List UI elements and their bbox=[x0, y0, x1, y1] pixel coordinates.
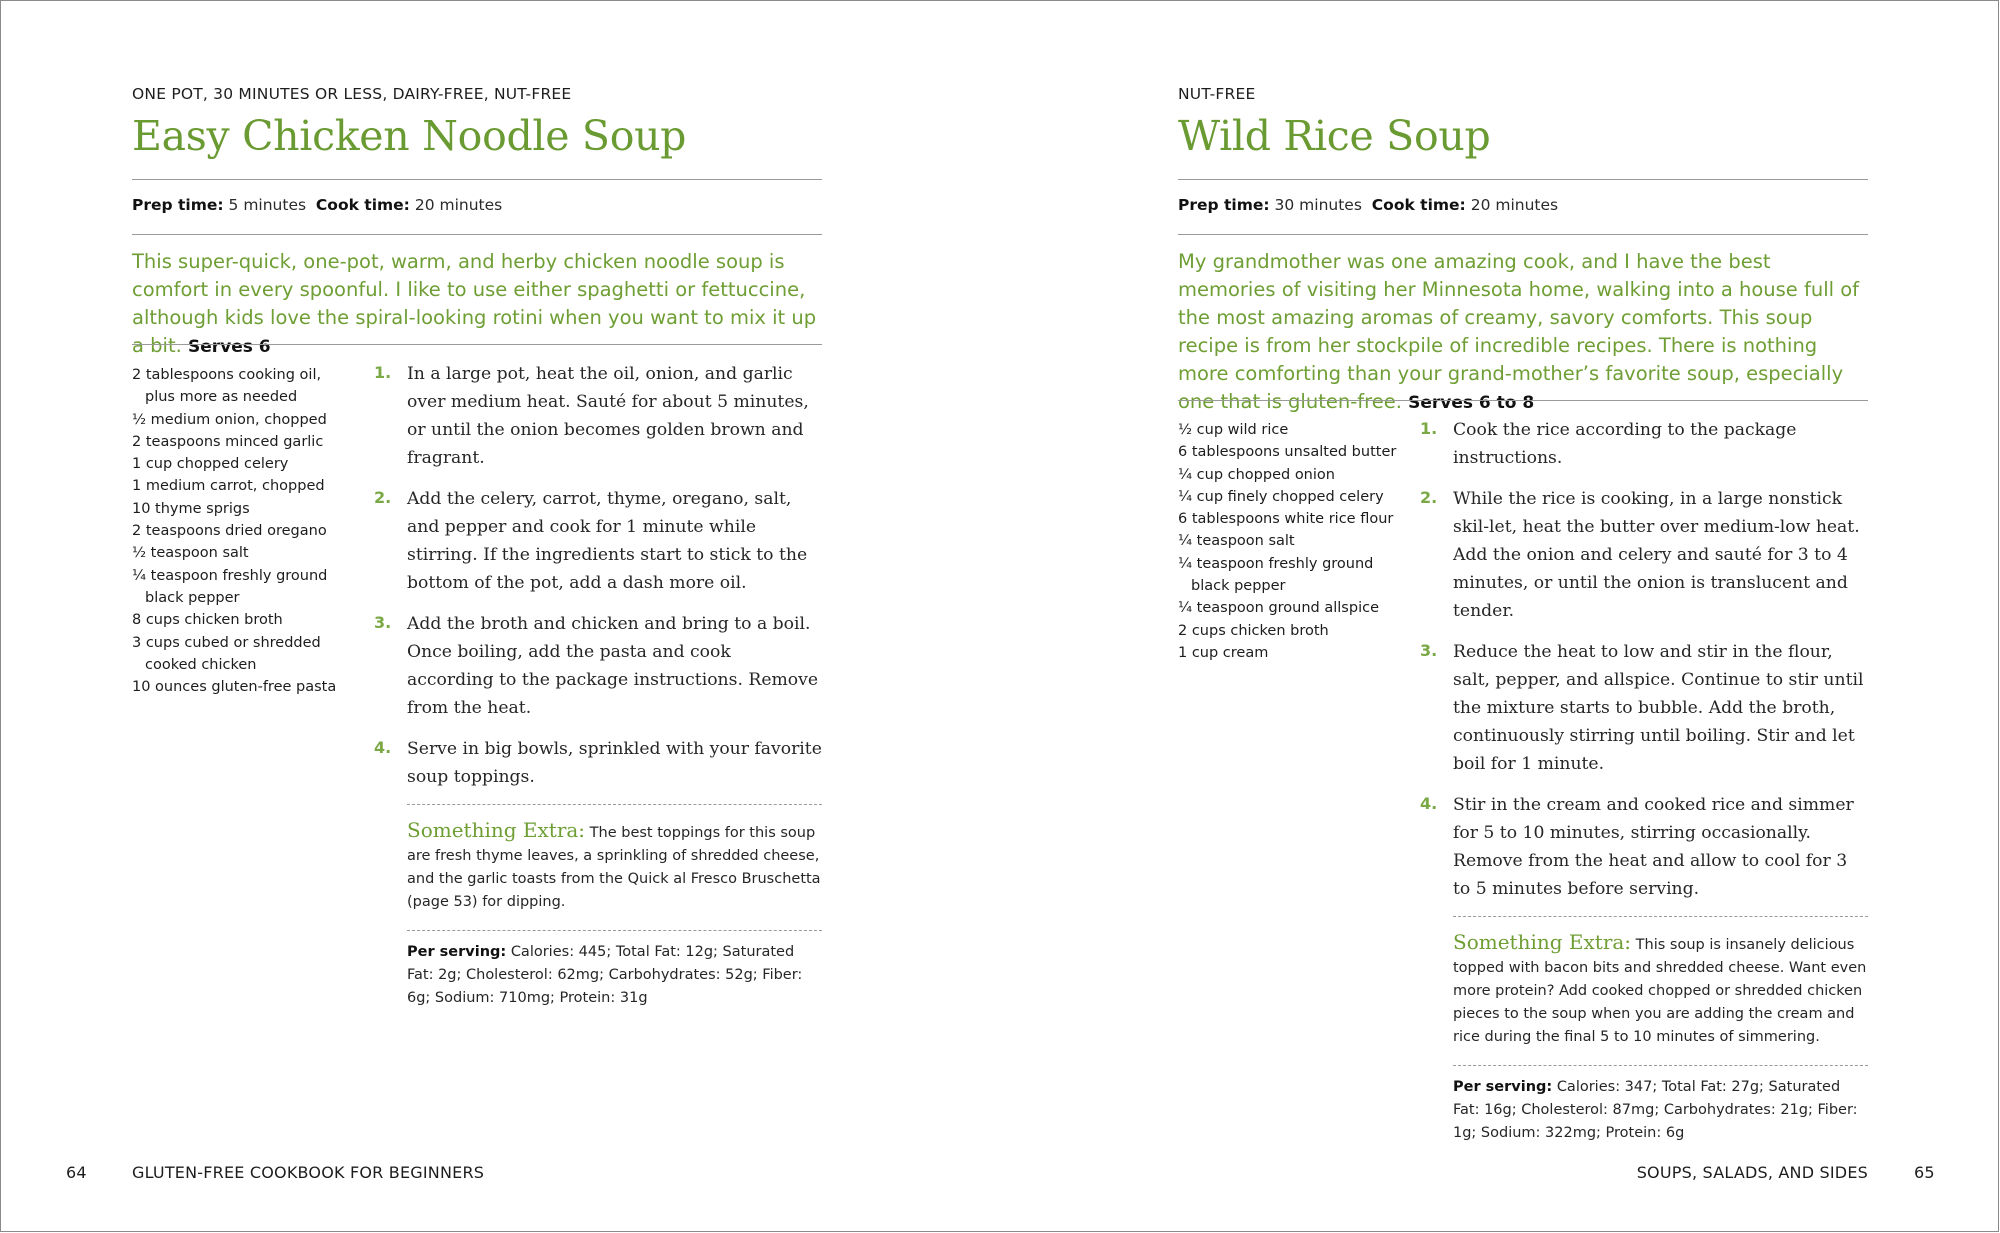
prep-time-label: Prep time: bbox=[1178, 196, 1270, 214]
prep-time-value: 5 minutes bbox=[228, 196, 307, 214]
times-divider bbox=[132, 234, 822, 235]
ingredient-item: 1 medium carrot, chopped bbox=[132, 478, 325, 495]
step-text: Add the celery, carrot, thyme, oregano, salt, and pepper and cook for 1 minute while stirring. If the ingredients start to stick to the bottom of the pot, add a dash more oil. bbox=[407, 489, 808, 593]
step-item bbox=[1420, 485, 1868, 625]
left-running-head: GLUTEN-FREE COOKBOOK FOR BEGINNERS bbox=[132, 1163, 485, 1182]
cook-time-value: 20 minutes bbox=[1470, 196, 1559, 214]
intro-divider bbox=[132, 344, 822, 345]
recipe-times bbox=[1178, 196, 1558, 214]
step-number: 4. bbox=[1420, 794, 1438, 813]
intro-text: My grandmother was one amazing cook, and I have the best memories of visiting her Minnesota home, walking into a house full of the most amazing aromas of creamy, savory comforts. This soup recipe is from her stockpile of incredible recipes. There is nothing more comforting than your grand-mother’s favorite soup, especially one that is gluten-free. bbox=[1178, 250, 1860, 413]
nutrition-divider bbox=[407, 930, 822, 931]
extras-block bbox=[374, 804, 822, 1010]
something-extra-note bbox=[1420, 931, 1868, 1049]
step-item bbox=[1420, 416, 1868, 472]
step-text: Reduce the heat to low and stir in the flour, salt, pepper, and allspice. Continue to stir until the mixture starts to bubble. Add the broth, continuously stirring until boiling. Stir and let boil for 1 minute. bbox=[1453, 642, 1864, 774]
recipe-times bbox=[132, 196, 502, 214]
step-text: Cook the rice according to the package instructions. bbox=[1453, 420, 1797, 468]
title-divider bbox=[1178, 179, 1868, 180]
ingredient-item: 8 cups chicken broth bbox=[132, 612, 283, 629]
recipe-tags: ONE POT, 30 MINUTES OR LESS, DAIRY-FREE, NUT-FREE bbox=[132, 85, 572, 103]
recipe-title: Easy Chicken Noodle Soup bbox=[132, 112, 687, 160]
cook-time-value: 20 minutes bbox=[414, 196, 503, 214]
ingredient-item: ¼ teaspoon freshly ground black pepper bbox=[132, 567, 328, 606]
step-item bbox=[1420, 791, 1868, 903]
ingredient-item: 10 ounces gluten-free pasta bbox=[132, 679, 337, 696]
recipe-title: Wild Rice Soup bbox=[1178, 112, 1491, 160]
intro-divider bbox=[1178, 400, 1868, 401]
serves-label: Serves 6 bbox=[188, 337, 271, 357]
intro-text: This super-quick, one-pot, warm, and herby chicken noodle soup is comfort in every spoonful. I like to use either spaghetti or fettuccine, although kids love the spiral-looking rotini when you want to mix it up a bit. bbox=[132, 250, 817, 357]
ingredient-item: ½ teaspoon salt bbox=[132, 545, 249, 562]
ingredient-item: ¼ cup finely chopped celery bbox=[1178, 488, 1384, 505]
nutrition-text: Calories: 445; Total Fat: 12g; Saturated Fat: 2g; Cholesterol: 62mg; Carbohydrates: 52g; Fiber: 6g; Sodium: 710mg; Protein: 31g bbox=[407, 944, 803, 1006]
step-text: Serve in big bowls, sprinkled with your favorite soup toppings. bbox=[407, 739, 822, 787]
recipe-tags: NUT-FREE bbox=[1178, 85, 1256, 103]
extra-divider bbox=[1453, 916, 1868, 917]
times-divider bbox=[1178, 234, 1868, 235]
ingredient-item: 2 cups chicken broth bbox=[1178, 622, 1329, 639]
step-text: In a large pot, heat the oil, onion, and garlic over medium heat. Sauté for about 5 minutes, or until the onion becomes golden brown and fragrant. bbox=[407, 364, 809, 468]
right-page-number: 65 bbox=[1914, 1163, 1935, 1182]
serves-label: Serves 6 to 8 bbox=[1408, 393, 1535, 413]
step-text: Add the broth and chicken and bring to a boil. Once boiling, add the pasta and cook according to the package instructions. Remove from the heat. bbox=[407, 614, 819, 718]
something-extra-heading: Something Extra: bbox=[407, 818, 586, 842]
ingredient-item: 6 tablespoons white rice flour bbox=[1178, 511, 1394, 528]
ingredients-list bbox=[1178, 419, 1398, 664]
ingredients-list bbox=[132, 364, 352, 698]
step-number: 3. bbox=[1420, 641, 1438, 660]
ingredient-item: 1 cup cream bbox=[1178, 644, 1269, 661]
step-number: 1. bbox=[374, 363, 392, 382]
step-item bbox=[374, 610, 822, 722]
ingredient-item: 3 cups cubed or shredded cooked chicken bbox=[132, 634, 321, 673]
nutrition-divider bbox=[1453, 1065, 1868, 1066]
step-number: 1. bbox=[1420, 419, 1438, 438]
ingredient-item: 2 teaspoons dried oregano bbox=[132, 523, 327, 540]
ingredient-item: ¼ cup chopped onion bbox=[1178, 466, 1335, 483]
ingredient-item: 2 tablespoons cooking oil, plus more as needed bbox=[132, 367, 322, 406]
right-running-head: SOUPS, SALADS, AND SIDES bbox=[1636, 1163, 1868, 1182]
extras-block bbox=[1420, 916, 1868, 1145]
nutrition-info bbox=[374, 941, 822, 1010]
prep-time-label: Prep time: bbox=[132, 196, 224, 214]
nutrition-info bbox=[1420, 1076, 1868, 1145]
cook-time-label: Cook time: bbox=[1371, 196, 1466, 214]
step-text: Stir in the cream and cooked rice and simmer for 5 to 10 minutes, stirring occasionally. Remove from the heat and allow to cool for 3 to 5 minutes before serving. bbox=[1453, 795, 1854, 899]
steps-list bbox=[1420, 416, 1868, 1145]
step-number: 3. bbox=[374, 613, 392, 632]
step-item bbox=[374, 360, 822, 472]
something-extra-text: The best toppings for this soup are fresh thyme leaves, a sprinkling of shredded cheese, and the garlic toasts from the Quick al Fresco Bruschetta (page 53) for dipping. bbox=[407, 825, 821, 910]
cook-time-label: Cook time: bbox=[315, 196, 410, 214]
extra-divider bbox=[407, 804, 822, 805]
step-item bbox=[374, 735, 822, 791]
something-extra-note bbox=[374, 819, 822, 914]
left-page-number: 64 bbox=[66, 1163, 87, 1182]
ingredient-item: ¼ teaspoon ground allspice bbox=[1178, 600, 1379, 617]
step-number: 4. bbox=[374, 738, 392, 757]
step-item bbox=[374, 485, 822, 597]
steps-list bbox=[374, 360, 822, 1010]
ingredient-item: ½ medium onion, chopped bbox=[132, 411, 327, 428]
prep-time-value: 30 minutes bbox=[1274, 196, 1362, 214]
step-text: While the rice is cooking, in a large nonstick skil-let, heat the butter over medium-low heat. Add the onion and celery and sauté for 3 to 4 minutes, or until the onion is translucent and tender. bbox=[1453, 489, 1860, 621]
nutrition-label: Per serving: bbox=[1453, 1079, 1553, 1095]
ingredient-item: 2 teaspoons minced garlic bbox=[132, 433, 324, 450]
ingredient-item: 10 thyme sprigs bbox=[132, 500, 250, 517]
ingredient-item: ¼ teaspoon salt bbox=[1178, 533, 1295, 550]
something-extra-heading: Something Extra: bbox=[1453, 930, 1632, 954]
something-extra-text: This soup is insanely delicious topped with bacon bits and shredded cheese. Want even more protein? Add cooked chopped or shredded chicken pieces to the soup when you are adding the cream and rice during the final 5 to 10 minutes of simmering. bbox=[1453, 937, 1867, 1045]
ingredient-item: ¼ teaspoon freshly ground black pepper bbox=[1178, 555, 1374, 595]
step-item bbox=[1420, 638, 1868, 778]
nutrition-label: Per serving: bbox=[407, 944, 507, 960]
nutrition-text: Calories: 347; Total Fat: 27g; Saturated Fat: 16g; Cholesterol: 87mg; Carbohydrates: 21g; Fiber: 1g; Sodium: 322mg; Protein: 6g bbox=[1453, 1079, 1858, 1141]
ingredient-item: 1 cup chopped celery bbox=[132, 456, 289, 473]
ingredient-item: ½ cup wild rice bbox=[1178, 422, 1289, 438]
recipe-intro bbox=[1178, 248, 1873, 417]
step-number: 2. bbox=[374, 488, 392, 507]
step-number: 2. bbox=[1420, 488, 1438, 507]
title-divider bbox=[132, 179, 822, 180]
ingredient-item: 6 tablespoons unsalted butter bbox=[1178, 444, 1397, 461]
